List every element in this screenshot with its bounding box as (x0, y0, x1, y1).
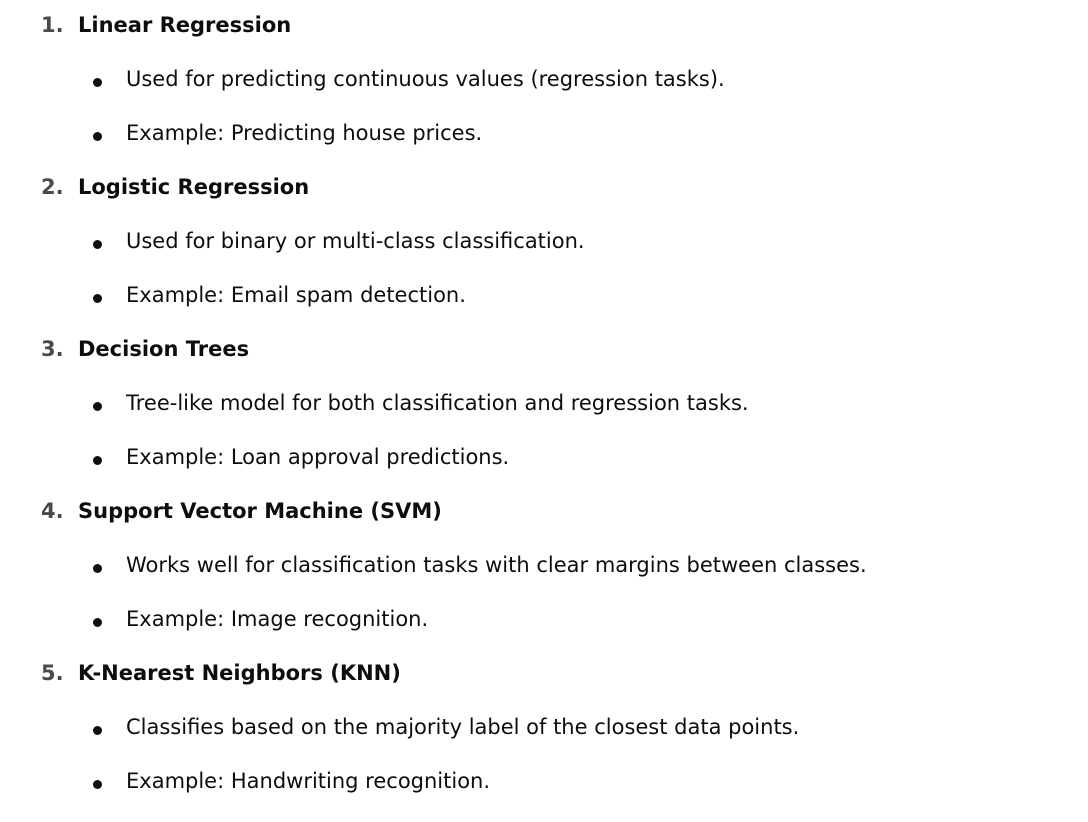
list-item-number: 4. (41, 499, 64, 523)
list-item-heading (0, 486, 1088, 540)
bullet-dot-icon (93, 618, 102, 627)
list-item-title: Logistic Regression (78, 175, 310, 199)
bullet-text: Classifies based on the majority label of the closest data points. (126, 715, 800, 739)
list-item-heading (0, 648, 1088, 702)
list-item-title: K-Nearest Neighbors (KNN) (78, 661, 401, 685)
bullet-text: Example: Predicting house prices. (126, 121, 483, 145)
bullet-dot-icon (93, 780, 102, 789)
list-item-linear-regression (0, 0, 1088, 162)
list-item-number: 3. (41, 337, 64, 361)
list-item-heading (0, 162, 1088, 216)
list-item-title: Support Vector Machine (SVM) (78, 499, 442, 523)
bullet-list (0, 216, 1088, 324)
bullet-item (0, 594, 1088, 648)
bullet-text: Used for binary or multi-class classification. (126, 229, 585, 253)
bullet-dot-icon (93, 456, 102, 465)
bullet-dot-icon (93, 132, 102, 141)
bullet-dot-icon (93, 294, 102, 303)
bullet-dot-icon (93, 564, 102, 573)
bullet-item (0, 216, 1088, 270)
bullet-item (0, 432, 1088, 486)
list-item-title: Linear Regression (78, 13, 292, 37)
bullet-item (0, 540, 1088, 594)
bullet-item (0, 756, 1088, 810)
bullet-text: Works well for classification tasks with clear margins between classes. (126, 553, 867, 577)
bullet-text: Example: Image recognition. (126, 607, 429, 631)
list-item-decision-trees (0, 324, 1088, 486)
bullet-item (0, 270, 1088, 324)
bullet-item (0, 54, 1088, 108)
list-item-heading (0, 324, 1088, 378)
list-item-svm (0, 486, 1088, 648)
bullet-dot-icon (93, 78, 102, 87)
bullet-text: Example: Handwriting recognition. (126, 769, 491, 793)
list-item-title: Decision Trees (78, 337, 250, 361)
list-item-heading (0, 0, 1088, 54)
list-item-logistic-regression (0, 162, 1088, 324)
bullet-text: Example: Email spam detection. (126, 283, 466, 307)
list-item-number: 1. (41, 13, 64, 37)
bullet-item (0, 378, 1088, 432)
bullet-dot-icon (93, 402, 102, 411)
bullet-item (0, 702, 1088, 756)
list-item-number: 5. (41, 661, 64, 685)
bullet-text: Tree-like model for both classification and regression tasks. (126, 391, 749, 415)
bullet-list (0, 702, 1088, 810)
bullet-dot-icon (93, 726, 102, 735)
bullet-text: Used for predicting continuous values (regression tasks). (126, 67, 725, 91)
bullet-list (0, 540, 1088, 648)
bullet-text: Example: Loan approval predictions. (126, 445, 510, 469)
list-item-number: 2. (41, 175, 64, 199)
bullet-dot-icon (93, 240, 102, 249)
bullet-list (0, 54, 1088, 162)
list-item-knn (0, 648, 1088, 810)
bullet-item (0, 108, 1088, 162)
bullet-list (0, 378, 1088, 486)
